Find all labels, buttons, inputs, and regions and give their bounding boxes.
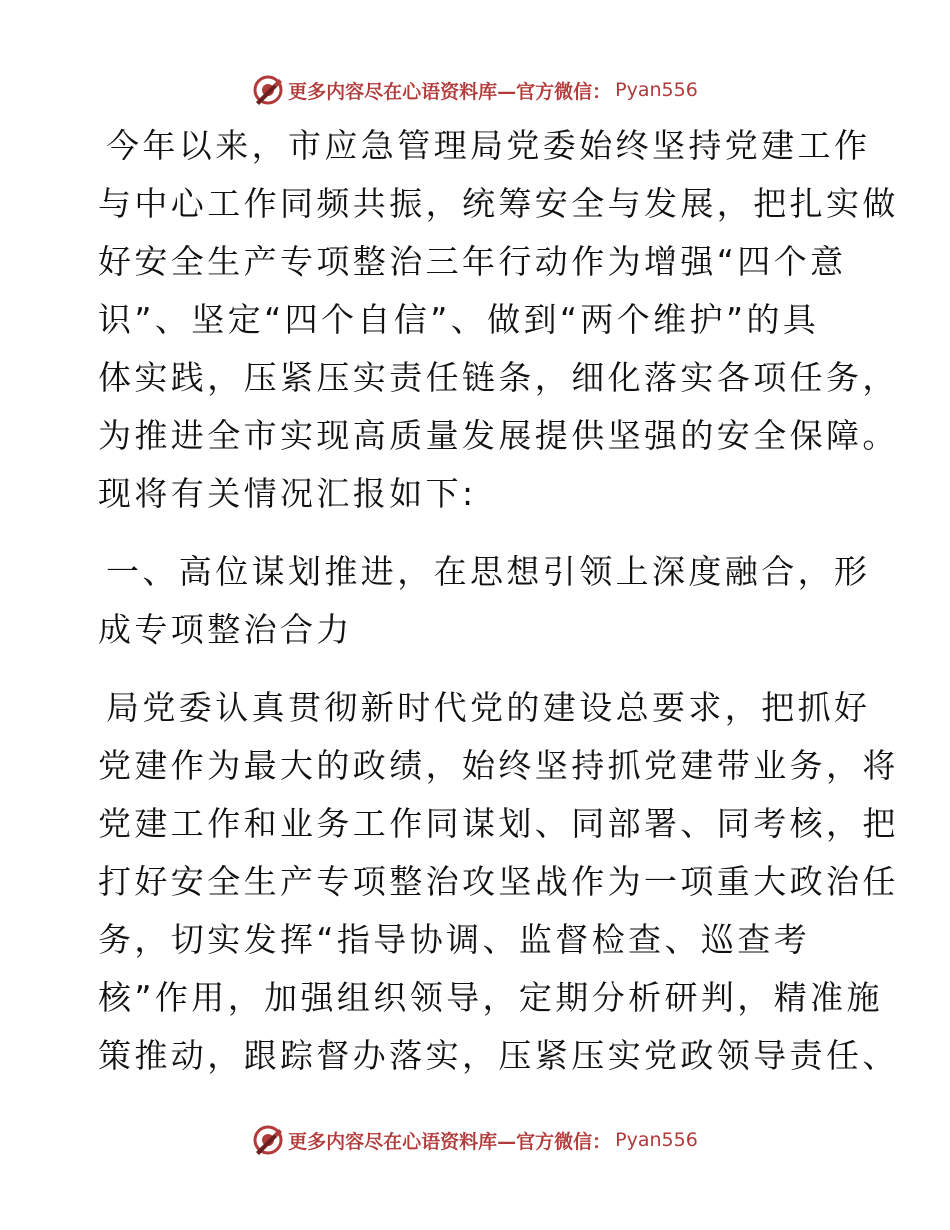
paragraph-line: 现将有关情况汇报如下: [98,474,477,513]
header-wechat-id: Pyan556 [615,79,698,101]
section-heading-line: 成专项整治合力 [98,610,353,649]
section-heading-line: 一、高位谋划推进，在思想引领上深度融合，形 [106,552,871,591]
paragraph-line: 识”、坚定“四个自信”、做到“两个维护”的具 [98,300,820,339]
header-banner-text: 更多内容尽在心语资料库—官方微信： [288,80,612,103]
paragraph-line: 核”作用，加强组织领导，定期分析研判，精准施 [98,978,883,1017]
paragraph-line: 今年以来，市应急管理局党委始终坚持党建工作 [106,126,871,165]
paragraph-line: 体实践，压紧压实责任链条，细化落实各项任务， [98,358,899,397]
paragraph-line: 与中心工作同频共振，统筹安全与发展，把扎实做 [98,184,899,223]
paragraph-line: 打好安全生产专项整治攻坚战作为一项重大政治任 [98,862,899,901]
paragraph-line: 党建工作和业务工作同谋划、同部署、同考核，把 [98,804,899,843]
paragraph-line: 党建作为最大的政绩，始终坚持抓党建带业务，将 [98,746,899,785]
paragraph-line: 好安全生产专项整治三年行动作为增强“四个意 [98,242,847,281]
footer-banner-text: 更多内容尽在心语资料库—官方微信： [288,1130,612,1153]
paragraph-line: 为推进全市实现高质量发展提供坚强的安全保障。 [98,416,899,455]
paragraph-line: 策推动，跟踪督办落实，压紧压实党政领导责任、 [98,1036,899,1075]
footer-banner [0,1120,950,1160]
paragraph-line: 务，切实发挥“指导协调、监督检查、巡查考 [98,920,811,959]
paragraph-line: 局党委认真贯彻新时代党的建设总要求，把抓好 [106,688,871,727]
footer-wechat-id: Pyan556 [615,1129,698,1151]
pen-circle-logo-icon [252,1124,284,1156]
